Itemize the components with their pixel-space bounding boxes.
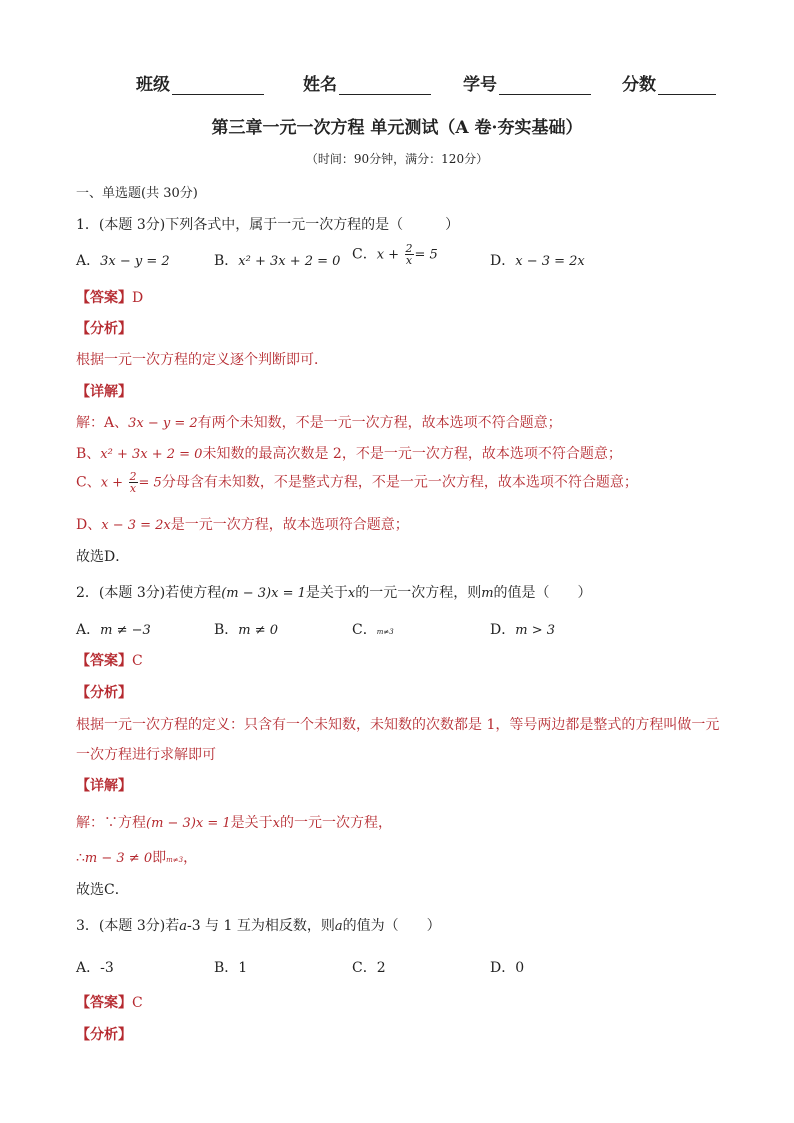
name-blank[interactable] bbox=[339, 74, 431, 95]
option-value: -3 bbox=[100, 960, 114, 976]
option-letter: D． bbox=[490, 960, 516, 976]
stem-text: 的值为（ ） bbox=[342, 918, 441, 934]
q3-option-b bbox=[214, 957, 247, 977]
option-math: x² + 3x + 2 = 0 bbox=[238, 254, 341, 269]
option-letter: B． bbox=[214, 253, 239, 269]
option-letter: A． bbox=[76, 960, 101, 976]
stem-math: (m − 3)x = 1 bbox=[221, 586, 306, 601]
q2-stem bbox=[76, 582, 592, 602]
stem-math: x bbox=[347, 586, 356, 601]
q2-option-d bbox=[490, 619, 555, 639]
class-field bbox=[136, 70, 264, 95]
answer-tag: 【答案】 bbox=[76, 290, 132, 306]
q1-detail-d bbox=[76, 514, 409, 534]
q1-option-b bbox=[214, 250, 340, 270]
option-math: x − 3 = 2x bbox=[515, 254, 585, 269]
score-field bbox=[622, 70, 716, 95]
section-heading: 一、单选题(共 30分) bbox=[76, 186, 198, 201]
q2-conclusion: 故选C． bbox=[76, 882, 129, 898]
detail-prefix: C、 bbox=[76, 474, 101, 491]
q2-option-b bbox=[214, 619, 278, 639]
option-letter: C． bbox=[352, 622, 377, 638]
stem-math: a bbox=[334, 919, 343, 934]
detail-math: = 5 bbox=[138, 475, 162, 491]
q1-analysis-text: 根据一元一次方程的定义逐个判断即可． bbox=[76, 352, 328, 368]
stem-text: -3 与 1 互为相反数，则 bbox=[186, 918, 335, 934]
q2-option-a bbox=[76, 619, 151, 639]
stem-math: m bbox=[481, 586, 494, 601]
detail-prefix: 解：A、 bbox=[76, 415, 129, 431]
option-math: m ≠ −3 bbox=[100, 623, 151, 638]
option-letter: C． bbox=[352, 960, 377, 976]
option-value: 0 bbox=[515, 960, 525, 976]
q3-analysis-tag: 【分析】 bbox=[76, 1027, 132, 1043]
detail-math: m − 3 ≠ 0 bbox=[84, 851, 153, 866]
detail-math: x bbox=[272, 816, 281, 831]
name-field bbox=[303, 70, 431, 95]
option-math: m > 3 bbox=[515, 623, 555, 638]
q2-analysis-tag: 【分析】 bbox=[76, 685, 132, 701]
name-label: 姓名 bbox=[303, 75, 337, 95]
fraction-denominator: x bbox=[405, 254, 413, 267]
detail-text: 的一元一次方程， bbox=[280, 815, 393, 831]
q1-detail-tag: 【详解】 bbox=[76, 384, 132, 400]
q1-detail-b bbox=[76, 443, 622, 463]
score-blank[interactable] bbox=[658, 74, 716, 95]
detail-math: 3x − y = 2 bbox=[128, 416, 198, 431]
q1-detail-c bbox=[76, 471, 638, 494]
detail-text: 有两个未知数，不是一元一次方程，故本选项不符合题意； bbox=[197, 415, 562, 431]
q3-answer bbox=[76, 992, 143, 1012]
q2-detail-1 bbox=[76, 812, 392, 832]
q3-option-a bbox=[76, 957, 114, 977]
q2-detail-tag: 【详解】 bbox=[76, 778, 132, 794]
fraction bbox=[405, 243, 414, 266]
q2-option-c bbox=[352, 619, 394, 639]
option-math: = 5 bbox=[414, 247, 438, 263]
q1-conclusion: 故选D． bbox=[76, 549, 130, 565]
score-label: 分数 bbox=[622, 75, 656, 95]
q3-stem bbox=[76, 915, 441, 935]
fraction bbox=[129, 471, 138, 494]
detail-math: x − 3 = 2x bbox=[101, 518, 171, 533]
q1-analysis-tag: 【分析】 bbox=[76, 321, 132, 337]
answer-value: C bbox=[132, 995, 143, 1011]
option-math: 3x − y = 2 bbox=[100, 254, 170, 269]
number-field bbox=[463, 70, 591, 95]
option-math: m ≠ 0 bbox=[238, 623, 279, 638]
answer-tag: 【答案】 bbox=[76, 995, 132, 1011]
option-value: 1 bbox=[238, 960, 248, 976]
q1-option-c bbox=[352, 243, 438, 266]
q1-stem: 1．(本题 3分)下列各式中，属于一元一次方程的是（ ） bbox=[76, 217, 460, 233]
number-blank[interactable] bbox=[499, 74, 591, 95]
option-letter: D． bbox=[490, 253, 516, 269]
q3-option-d bbox=[490, 957, 524, 977]
option-letter: B． bbox=[214, 960, 239, 976]
detail-text: 是关于 bbox=[230, 815, 273, 831]
stem-text: 2．(本题 3分)若使方程 bbox=[76, 585, 222, 601]
q2-analysis-line2: 一次方程进行求解即可 bbox=[76, 747, 216, 763]
detail-text: 分母含有未知数，不是整式方程，不是一元一次方程，故本选项不符合题意； bbox=[161, 474, 638, 491]
option-letter: A． bbox=[76, 622, 101, 638]
detail-prefix: B、 bbox=[76, 446, 101, 462]
detail-math: x² + 3x + 2 = 0 bbox=[100, 447, 203, 462]
detail-prefix: ∴ bbox=[76, 850, 85, 866]
option-math: m≠3 bbox=[376, 628, 394, 636]
stem-text: 的值是（ ） bbox=[493, 585, 592, 601]
option-letter: A． bbox=[76, 253, 101, 269]
q1-detail-a bbox=[76, 412, 562, 432]
detail-math: m≠3 bbox=[166, 856, 184, 864]
option-value: 2 bbox=[376, 960, 386, 976]
stem-text: 是关于 bbox=[305, 585, 348, 601]
fraction-numerator: 2 bbox=[405, 242, 413, 255]
answer-value: D bbox=[132, 290, 144, 306]
fraction-denominator: x bbox=[129, 482, 137, 495]
q2-answer bbox=[76, 650, 143, 670]
detail-prefix: D、 bbox=[76, 517, 102, 533]
document-subtitle: （时间：90分钟，满分：120分） bbox=[305, 152, 489, 166]
detail-math: (m − 3)x = 1 bbox=[146, 816, 231, 831]
detail-math: x + bbox=[100, 475, 124, 491]
q3-option-c bbox=[352, 957, 386, 977]
stem-math: a bbox=[179, 919, 187, 934]
option-math: x + bbox=[376, 247, 400, 263]
class-label: 班级 bbox=[136, 75, 170, 95]
detail-text: 即 bbox=[152, 850, 167, 866]
answer-tag: 【答案】 bbox=[76, 653, 132, 669]
option-letter: B． bbox=[214, 622, 239, 638]
answer-value: C bbox=[132, 653, 143, 669]
detail-text: 是一元一次方程，故本选项符合题意； bbox=[170, 517, 409, 533]
document-title: 第三章一元一次方程 单元测试（A 卷·夯实基础） bbox=[211, 118, 583, 138]
q2-detail-2 bbox=[76, 847, 197, 867]
option-letter: C． bbox=[352, 246, 377, 263]
stem-text: 的一元一次方程，则 bbox=[355, 585, 482, 601]
option-letter: D． bbox=[490, 622, 516, 638]
q1-option-a bbox=[76, 250, 170, 270]
detail-text: ， bbox=[183, 850, 198, 866]
class-blank[interactable] bbox=[172, 74, 264, 95]
stem-text: 3．(本题 3分)若 bbox=[76, 918, 180, 934]
q1-option-d bbox=[490, 250, 585, 270]
number-label: 学号 bbox=[463, 75, 497, 95]
q2-analysis-line1: 根据一元一次方程的定义：只含有一个未知数，未知数的次数都是 1，等号两边都是整式的方程叫做一元 bbox=[76, 717, 720, 733]
detail-prefix: 解：∵方程 bbox=[76, 815, 146, 831]
fraction-numerator: 2 bbox=[129, 470, 137, 483]
detail-text: 未知数的最高次数是 2，不是一元一次方程，故本选项不符合题意； bbox=[202, 446, 622, 462]
q1-answer bbox=[76, 287, 143, 307]
student-info-row bbox=[0, 70, 794, 98]
